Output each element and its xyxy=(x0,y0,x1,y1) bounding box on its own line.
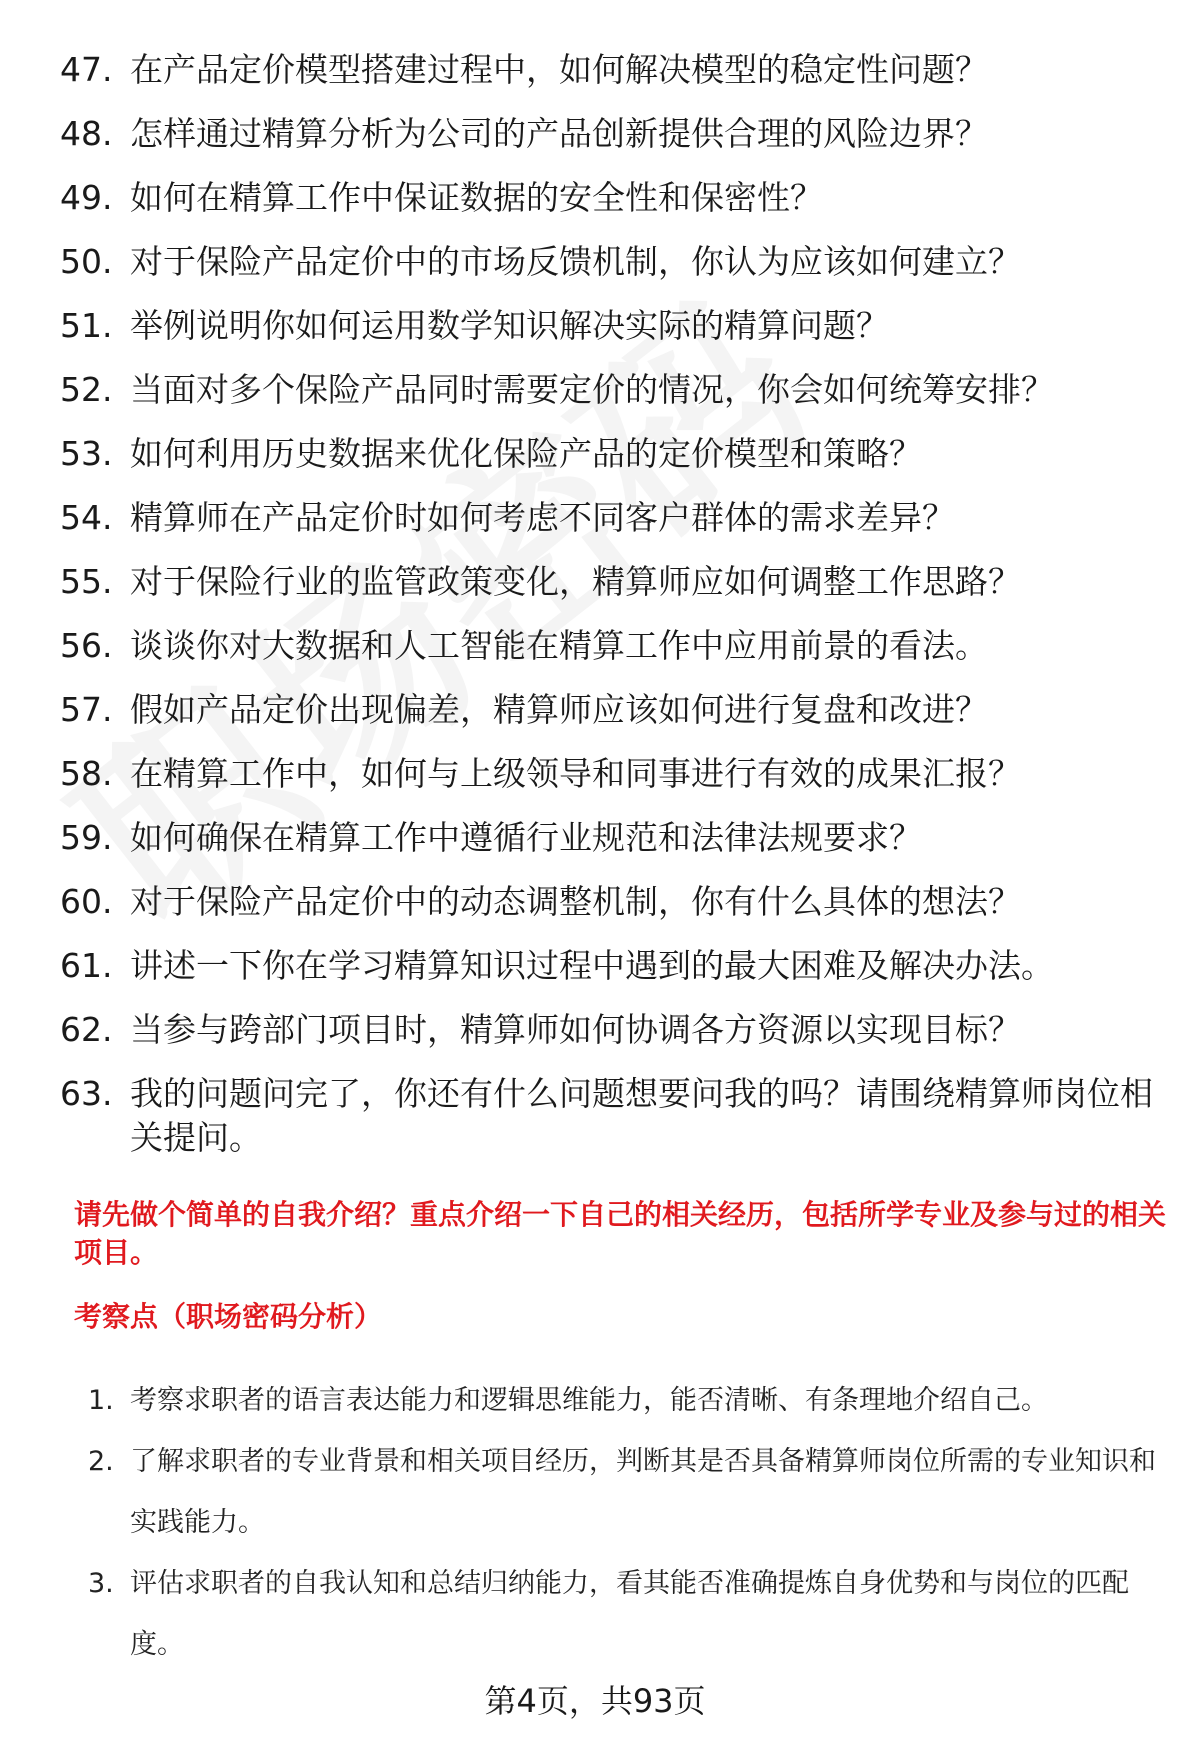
question-item xyxy=(0,752,1190,816)
question-item xyxy=(0,1008,1190,1072)
question-number: 63. xyxy=(60,1074,113,1113)
question-item xyxy=(0,688,1190,752)
analysis-text: 了解求职者的专业背景和相关项目经历，判断其是否具备精算师岗位所需的专业知识和实践能力。 xyxy=(130,1446,1156,1538)
question-number: 54. xyxy=(60,498,113,537)
question-item xyxy=(0,560,1190,624)
question-number: 55. xyxy=(60,562,113,601)
question-text: 当面对多个保险产品同时需要定价的情况，你会如何统筹安排？ xyxy=(130,370,1054,409)
question-number: 58. xyxy=(60,754,113,793)
question-text: 讲述一下你在学习精算知识过程中遇到的最大困难及解决办法。 xyxy=(130,946,1054,985)
question-item xyxy=(0,240,1190,304)
question-number: 50. xyxy=(60,242,113,281)
question-text: 如何在精算工作中保证数据的安全性和保密性？ xyxy=(130,178,823,217)
question-number: 51. xyxy=(60,306,113,345)
question-text: 在精算工作中，如何与上级领导和同事进行有效的成果汇报？ xyxy=(130,754,1021,793)
analysis-item xyxy=(0,1431,1190,1553)
question-item xyxy=(0,816,1190,880)
analysis-heading: 考察点（职场密码分析） xyxy=(74,1300,383,1333)
analysis-list xyxy=(0,1370,1190,1675)
question-text: 对于保险行业的监管政策变化，精算师应如何调整工作思路？ xyxy=(130,562,1021,601)
highlight-question: 请先做个简单的自我介绍？重点介绍一下自己的相关经历，包括所学专业及参与过的相关项目。 xyxy=(74,1198,1167,1269)
question-item xyxy=(0,112,1190,176)
question-text: 我的问题问完了，你还有什么问题想要问我的吗？请围绕精算师岗位相关提问。 xyxy=(130,1074,1153,1157)
analysis-text: 评估求职者的自我认知和总结归纳能力，看其能否准确提炼自身优势和与岗位的匹配度。 xyxy=(130,1568,1129,1660)
question-number: 47. xyxy=(60,50,113,89)
analysis-number: 3. xyxy=(88,1568,114,1599)
question-number: 62. xyxy=(60,1010,113,1049)
question-text: 如何利用历史数据来优化保险产品的定价模型和策略？ xyxy=(130,434,922,473)
question-text: 如何确保在精算工作中遵循行业规范和法律法规要求？ xyxy=(130,818,922,857)
question-text: 精算师在产品定价时如何考虑不同客户群体的需求差异？ xyxy=(130,498,955,537)
question-text: 假如产品定价出现偏差，精算师应该如何进行复盘和改进？ xyxy=(130,690,988,729)
page-footer: 第4页，共93页 xyxy=(484,1682,706,1720)
question-text: 对于保险产品定价中的动态调整机制，你有什么具体的想法？ xyxy=(130,882,1021,921)
question-item xyxy=(0,368,1190,432)
question-item xyxy=(0,432,1190,496)
analysis-number: 1. xyxy=(88,1385,114,1416)
question-list xyxy=(0,48,1190,1180)
question-text: 怎样通过精算分析为公司的产品创新提供合理的风险边界？ xyxy=(130,114,988,153)
analysis-text: 考察求职者的语言表达能力和逻辑思维能力，能否清晰、有条理地介绍自己。 xyxy=(130,1385,1048,1416)
question-number: 59. xyxy=(60,818,113,857)
question-number: 57. xyxy=(60,690,113,729)
question-number: 49. xyxy=(60,178,113,217)
question-number: 52. xyxy=(60,370,113,409)
analysis-item xyxy=(0,1553,1190,1675)
question-item xyxy=(0,1072,1190,1180)
question-number: 53. xyxy=(60,434,113,473)
analysis-number: 2. xyxy=(88,1446,114,1477)
question-item xyxy=(0,48,1190,112)
question-number: 56. xyxy=(60,626,113,665)
question-item xyxy=(0,176,1190,240)
analysis-item xyxy=(0,1370,1190,1431)
question-item xyxy=(0,944,1190,1008)
question-number: 60. xyxy=(60,882,113,921)
question-text: 当参与跨部门项目时，精算师如何协调各方资源以实现目标？ xyxy=(130,1010,1021,1049)
question-text: 举例说明你如何运用数学知识解决实际的精算问题？ xyxy=(130,306,889,345)
question-item xyxy=(0,880,1190,944)
question-number: 48. xyxy=(60,114,113,153)
question-text: 对于保险产品定价中的市场反馈机制，你认为应该如何建立？ xyxy=(130,242,1021,281)
question-text: 在产品定价模型搭建过程中，如何解决模型的稳定性问题？ xyxy=(130,50,988,89)
question-item xyxy=(0,304,1190,368)
question-item xyxy=(0,496,1190,560)
question-number: 61. xyxy=(60,946,113,985)
question-text: 谈谈你对大数据和人工智能在精算工作中应用前景的看法。 xyxy=(130,626,988,665)
question-item xyxy=(0,624,1190,688)
